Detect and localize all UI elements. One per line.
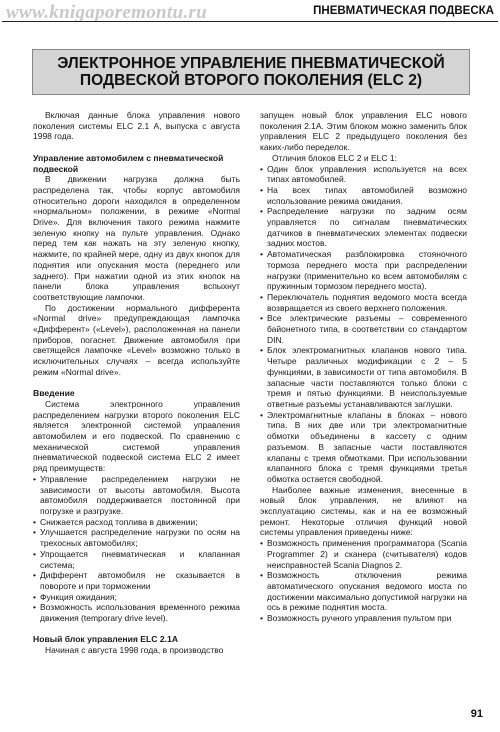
list-item: • Все электрические разъемы – современного байонетного типа, в соответствии со стандартом DIN. <box>260 313 467 345</box>
control-paragraph-1: В движении нагрузка должна быть распределена так, чтобы корпус автомобиля относительно дороги находился в определенном «нормальном» положении, в режиме «Normal Drive». Для включения такого режима нажмите зеленую кнопку на пульте управления. Однако перед тем как нажать на эту зеленую кнопку, нажмите, по крайней мере, одну из двух кнопок для поднятия или опускания моста (переднего или заднего). При нажатии одной из этих кнопок на панели блока управления вспыхнут соответствующие лампочки. <box>33 174 240 302</box>
differences-intro: Отличия блоков ELC 2 и ELC 1: <box>272 152 397 163</box>
page-title <box>57 55 444 89</box>
list-item: • Функция ожидания; <box>33 591 117 602</box>
page-title-line-1: ЭЛЕКТРОННОЕ УПРАВЛЕНИЕ ПНЕВМАТИЧЕСКОЙ <box>57 55 445 72</box>
left-column <box>33 110 240 656</box>
right-column <box>260 110 467 624</box>
list-item: • Управление распределением нагрузки не зависимости от высоты автомобиля. Высота автомобиля поддерживается постоянной при погрузке и разгрузке. <box>33 473 240 516</box>
list-item: • Снижается расход топлива в движении; <box>33 516 198 527</box>
list-item: • Улучшается распределение нагрузки по осям на трехосных автомобилях; <box>33 527 240 549</box>
list-item: • Распределение нагрузки по задним осям управляется по сигналам пневматических датчиков в пневматических элементах подвески задних мостов. <box>260 206 467 249</box>
list-item: • Переключатель поднятия ведомого моста всегда возвращается из своего верхнего положения. <box>260 291 467 313</box>
page-number: 91 <box>470 708 483 720</box>
list-item: • На всех типах автомобилей возможно использование режима ожидания. <box>260 184 467 206</box>
list-item: • Возможность отключения режима автоматического опускания ведомого моста по достижении максимально допустимой нагрузки на ось в режиме поднятия моста. <box>260 570 467 613</box>
header-rule <box>2 21 498 22</box>
list-item: • Возможность использования временного режима движения (temporary drive level). <box>33 602 240 624</box>
heading-control: Управление автомобилем с пневматической подвеской <box>33 152 224 174</box>
differences-list <box>260 164 467 485</box>
intro-paragraph: Включая данные блока управления нового поколения системы ELC 2.1 А, выпуска с августа 1998 года. <box>33 110 240 142</box>
control-paragraph-2: По достижении нормального дифферента «Normal drive» предупреждающая лампочка «Дифферент» («Level»), расположенная на панели приборов, погаснет. Движение автомобиля при светящейся лампочке «Level» возможно только в исключительных случаях – всегда используйте режим «Normal drive». <box>33 302 240 377</box>
section-header: ПНЕВМАТИЧЕСКАЯ ПОДВЕСКА <box>313 5 494 17</box>
list-item: • Возможность применения программатора (Scania Programmer 2) и сканера (считывателя) кодов неисправностей Scania Diagnos 2. <box>260 538 467 570</box>
list-item: • Автоматическая разблокировка стояночного тормоза переднего моста при распределении нагрузки (применительно ко всем автомобилям с пружинным тормозом переднего моста). <box>260 249 467 292</box>
changes-paragraph: Наиболее важные изменения, внесенные в новый блок управления, не влияют на эксплуатацию системы, как и на ее возможный ремонт. Некоторые отличия функций новой системы управления приведены ниже: <box>260 484 467 538</box>
continued-paragraph: запущен новый блок управления ELC нового поколения 2.1А. Этим блоком можно заменить блок управления ELC 2 предыдущего поколения без каких-либо переделок. <box>260 110 467 153</box>
watermark: www.knigaporemontu.ru <box>6 2 207 23</box>
list-item: • Возможность ручного управления пультом при <box>260 613 452 624</box>
list-item: • Упрощается пневматическая и клапанная система; <box>33 548 240 570</box>
page-title-line-2: ПОДВЕСКОЙ ВТОРОГО ПОКОЛЕНИЯ (ELC 2) <box>79 72 423 89</box>
list-item: • Электромагнитные клапаны в блоках – нового типа. В них две или три электромагнитные обмотки объединены в кассету с одним разъемом. В запасные части поставляются клапаны с тремя обмотками. При использовании клапанного блока с тремя функциями третья обмотка остается свободной. <box>260 409 467 484</box>
heading-new-unit: Новый блок управления ELC 2.1A <box>33 634 179 645</box>
list-item: • Блок электромагнитных клапанов нового типа. Четыре различных модификации с 2 – 5 функциями, в зависимости от типа автомобиля. В запасные части поставляются только блоки с тремя и пятью функциями. В неиспользуемые ответные разъемы устанавливаются заглушки. <box>260 345 467 409</box>
new-unit-paragraph: Начиная с августа 1998 года, в производство <box>45 645 224 656</box>
title-box <box>32 49 470 95</box>
advantages-list <box>33 474 240 624</box>
list-item: • Дифферент автомобиля не сказывается в повороте и при торможении <box>33 570 240 591</box>
introduction-paragraph: Система электронного управления распределением нагрузки второго поколения ELC является электронной системой управления автомобилем и его подвеской. По сравнению с механической системой управления пневматической подвеской система ELC 2 имеет ряд преимуществ: <box>33 398 240 474</box>
list-item: • Один блок управления используется на всех типах автомобилей. <box>260 163 467 185</box>
heading-introduction: Введение <box>33 388 75 399</box>
functions-list <box>260 538 467 624</box>
